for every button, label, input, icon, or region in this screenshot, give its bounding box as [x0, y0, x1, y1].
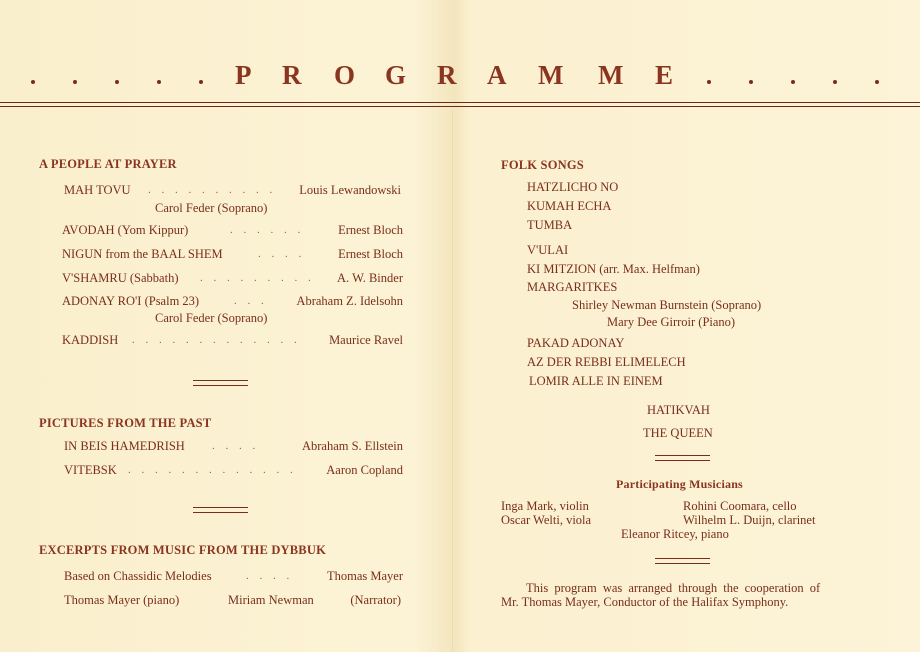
musician: Oscar Welti, viola — [501, 513, 592, 527]
composer: Maurice Ravel — [329, 333, 403, 347]
footnote-line: This program was arranged through the cooperation of — [526, 581, 821, 595]
footnote-line: Mr. Thomas Mayer, Conductor of the Halifax Symphony. — [501, 595, 789, 609]
leader-dots: . . . . — [258, 248, 306, 260]
leader-dots: . . . . . . — [230, 224, 305, 236]
performer: Shirley Newman Burnstein (Soprano) — [572, 298, 762, 312]
section-heading: PICTURES FROM THE PAST — [39, 416, 212, 430]
title-letter: R — [282, 60, 302, 90]
performer: Miriam Newman — [228, 593, 314, 607]
composer: Ernest Bloch — [338, 223, 403, 237]
musician: Inga Mark, violin — [501, 499, 589, 513]
title-letter: M — [598, 60, 624, 90]
composer: Abraham S. Ellstein — [301, 439, 403, 453]
song-title: AZ DER REBBI ELIMELECH — [527, 355, 686, 369]
title-letter: E — [655, 60, 674, 90]
composer: A. W. Binder — [337, 271, 403, 285]
section-divider — [193, 380, 248, 386]
musician: Wilhelm L. Duijn, clarinet — [683, 513, 816, 527]
leader-dots: . . . . . . . . . . — [148, 184, 277, 196]
title-letter: P — [235, 60, 252, 90]
piece-title: V'SHAMRU (Sabbath) — [62, 271, 179, 285]
song-title: HATZLICHO NO — [527, 180, 619, 194]
leader-dots: . . . . . . . . . — [200, 272, 315, 284]
piece-title: MAH TOVU — [64, 183, 131, 197]
piece-title: KADDISH — [62, 333, 119, 347]
composer: Ernest Bloch — [338, 247, 403, 261]
section-heading: FOLK SONGS — [501, 158, 584, 172]
section-heading: A PEOPLE AT PRAYER — [39, 157, 177, 171]
composer: Louis Lewandowski — [299, 183, 401, 197]
song-title: KI MITZION (arr. Max. Helfman) — [527, 262, 700, 276]
performer: Mary Dee Girroir (Piano) — [607, 315, 736, 329]
header-rule-bottom — [0, 106, 920, 107]
title-letter: O — [334, 60, 356, 90]
title-letter: A — [487, 60, 507, 90]
title-letter: G — [385, 60, 407, 90]
composer: Thomas Mayer — [326, 569, 403, 583]
leader-dots: . . . . — [246, 570, 294, 582]
section-heading: EXCERPTS FROM MUSIC FROM THE DYBBUK — [39, 543, 326, 557]
piece-title: ADONAY RO'I (Psalm 23) — [62, 294, 200, 308]
song-title: LOMIR ALLE IN EINEM — [529, 374, 663, 388]
musicians-heading: Participating Musicians — [616, 477, 743, 491]
song-title: PAKAD ADONAY — [527, 336, 625, 350]
anthem-title: THE QUEEN — [643, 426, 713, 440]
leader-dots: . . . . . . . . . . . . . — [128, 464, 297, 476]
leader-dots: . . . . — [212, 440, 260, 452]
section-divider — [655, 455, 710, 461]
piece-title: Based on Chassidic Melodies — [64, 569, 212, 583]
title-letter: M — [538, 60, 564, 90]
song-title: MARGARITKES — [527, 280, 618, 294]
anthem-title: HATIKVAH — [647, 403, 710, 417]
piece-title: NIGUN from the BAAL SHEM — [62, 247, 223, 261]
composer: Aaron Copland — [326, 463, 403, 477]
performer: Thomas Mayer (piano) — [64, 593, 180, 607]
song-title: KUMAH ECHA — [527, 199, 612, 213]
section-divider — [193, 507, 248, 513]
musician: Rohini Coomara, cello — [683, 499, 797, 513]
song-title: V'ULAI — [527, 243, 569, 257]
song-title: TUMBA — [527, 218, 573, 232]
title-letter: R — [437, 60, 457, 90]
performer: Carol Feder (Soprano) — [155, 311, 268, 325]
leader-dots: . . . — [234, 295, 268, 307]
composer: Abraham Z. Idelsohn — [296, 294, 403, 308]
piece-title: VITEBSK — [64, 463, 117, 477]
header-rule-top — [0, 102, 920, 103]
section-divider — [655, 558, 710, 564]
performer: Carol Feder (Soprano) — [155, 201, 268, 215]
piece-title: IN BEIS HAMEDRISH — [64, 439, 185, 453]
performer-role: (Narrator) — [350, 593, 401, 607]
musician: Eleanor Ritcey, piano — [621, 527, 729, 541]
center-fold — [452, 110, 454, 652]
piece-title: AVODAH (Yom Kippur) — [62, 223, 189, 237]
leader-dots: . . . . . . . . . . . . . — [132, 334, 301, 346]
